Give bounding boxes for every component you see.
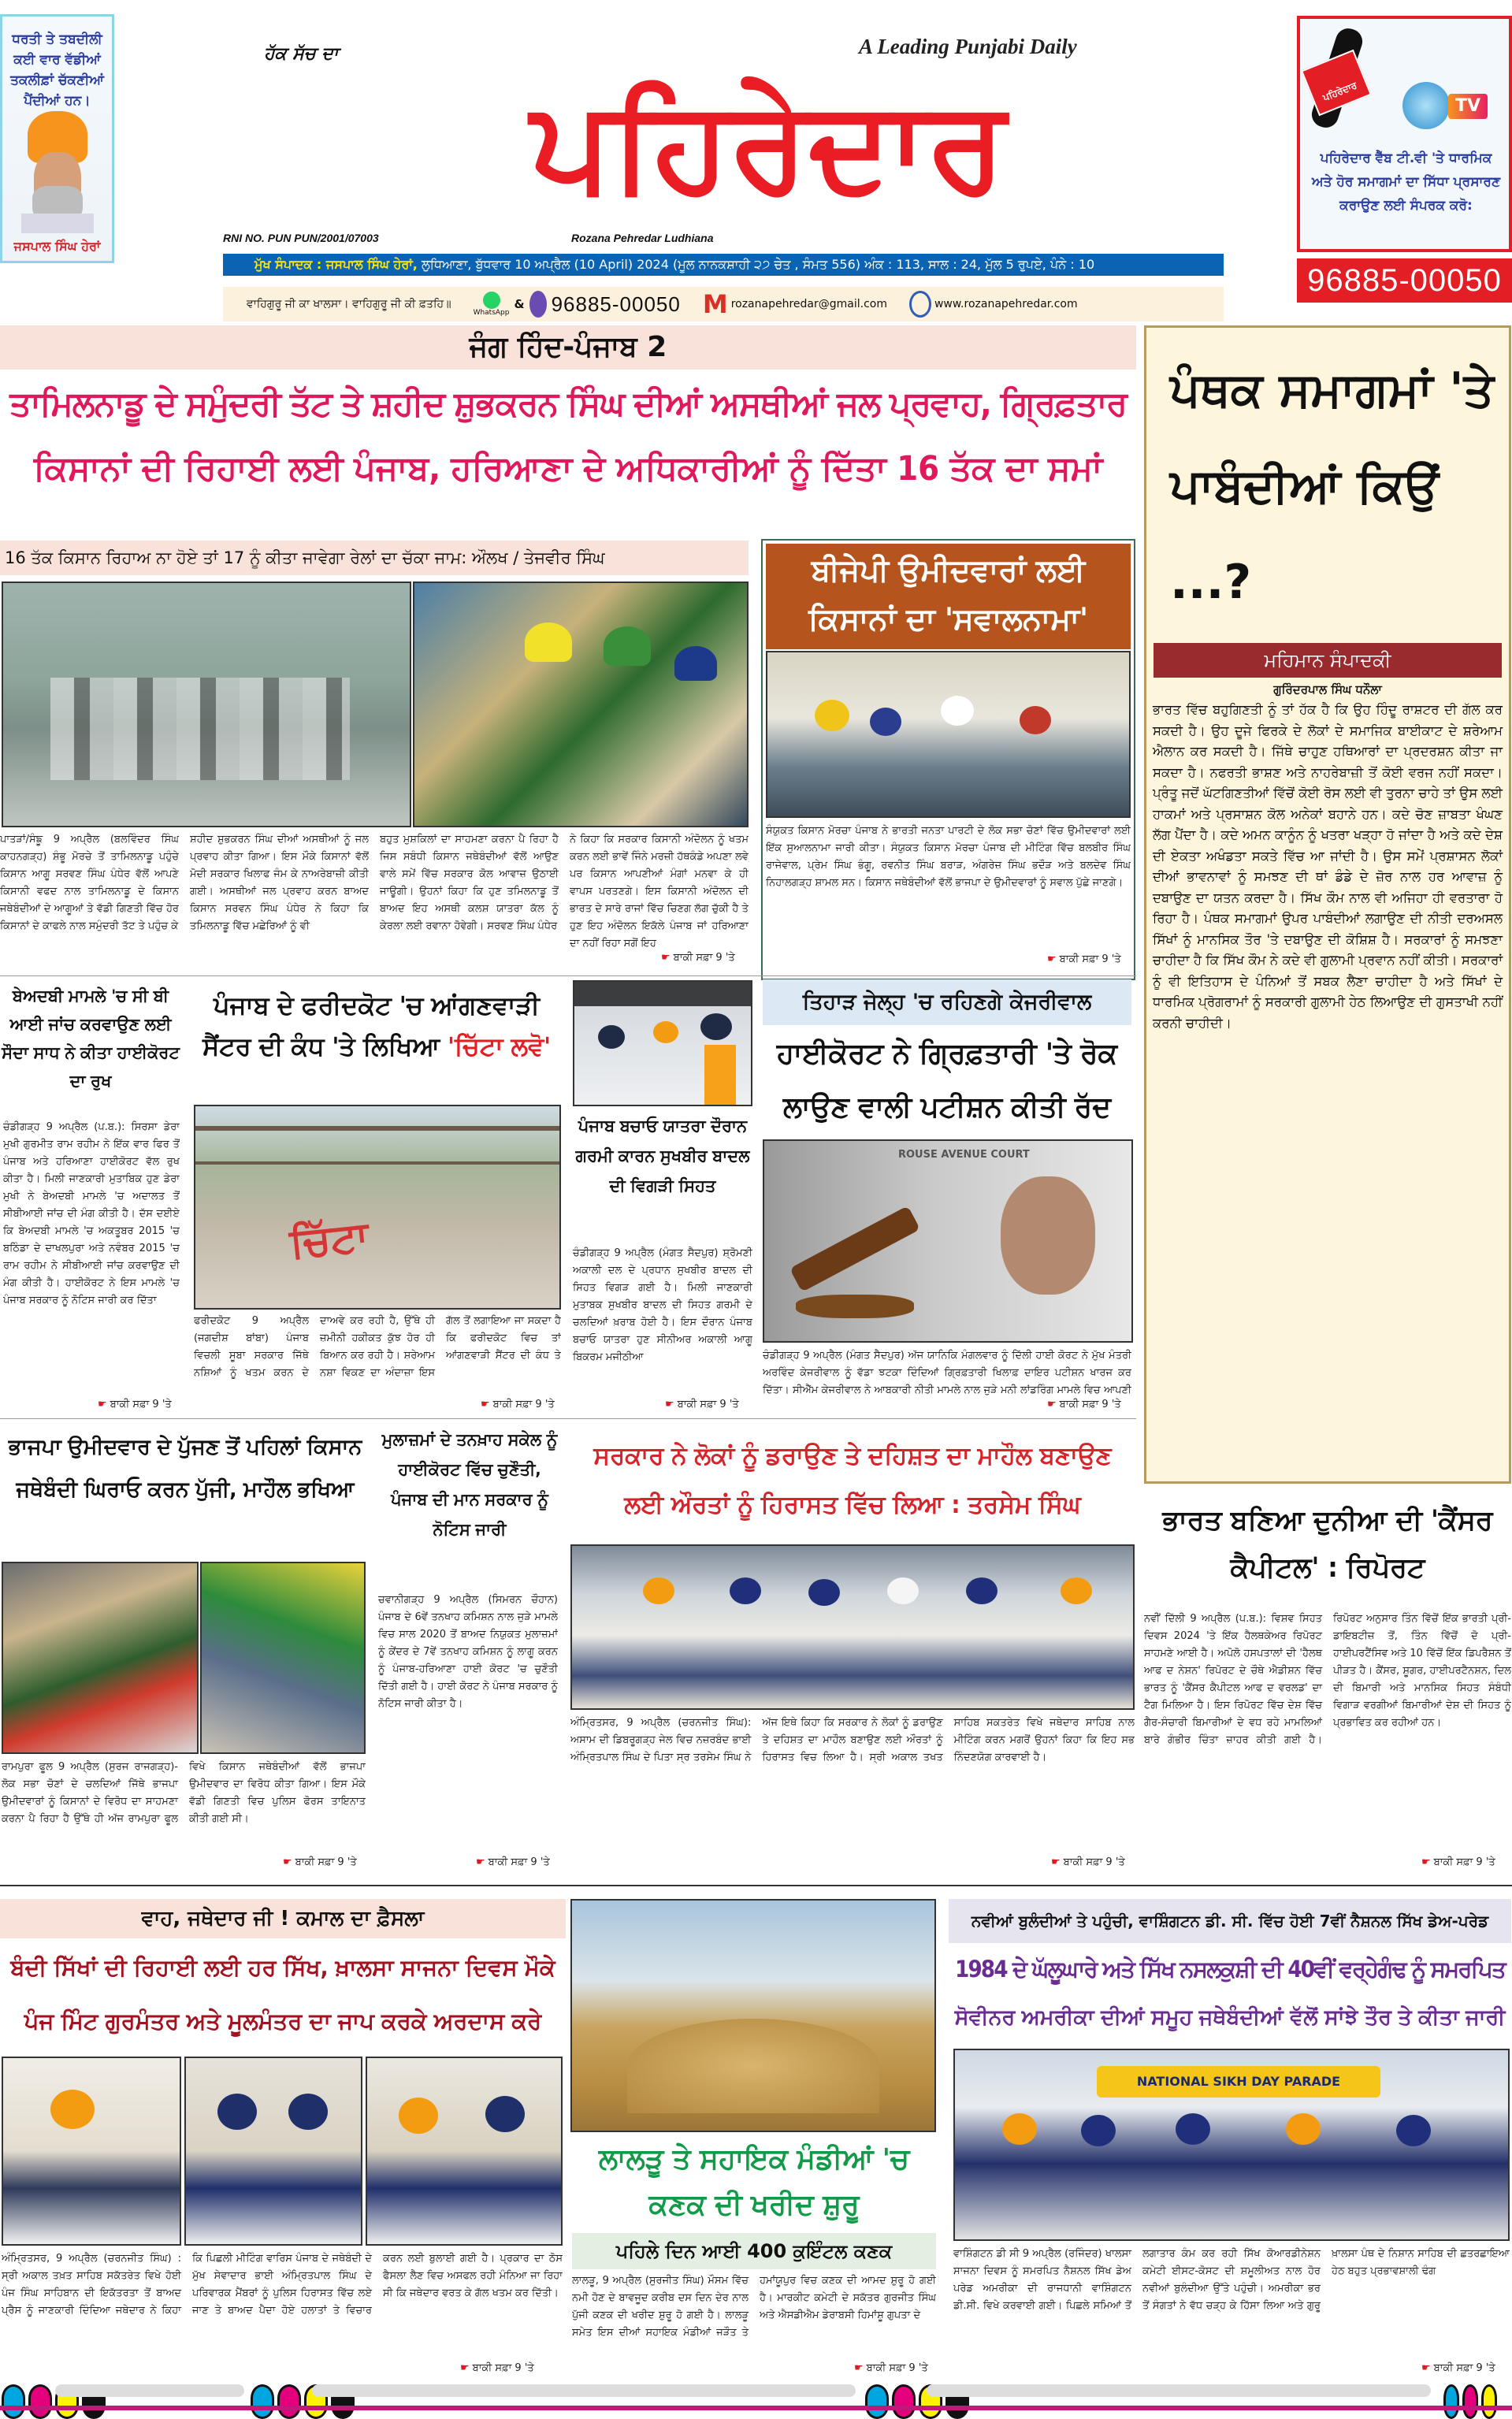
bjp-press-photo	[766, 651, 1131, 818]
pointing-hand-icon: ☛	[1047, 953, 1057, 965]
pointing-hand-icon: ☛	[283, 1856, 292, 1868]
jathedar-photo-1	[2, 2057, 181, 2246]
parade-headline-1: 1984 ਦੇ ਘੱਲੂਘਾਰੇ ਅਤੇ ਸਿੱਖ ਨਸਲਕੁਸ਼ੀ ਦੀ 40ਵੀਂ ਵਰ੍ਹੇਗੰਢ ਨੂੰ ਸਮਰਪਿਤ	[955, 1956, 1505, 1982]
info-phone[interactable]: 96885-00050	[551, 292, 681, 316]
pointing-hand-icon: ☛	[481, 1399, 490, 1410]
bjp-candidate-photo-2	[200, 1562, 366, 1754]
footer-rule	[0, 2406, 1512, 2410]
reg-magenta	[277, 2384, 301, 2419]
greeting: ਵਾਹਿਗੁਰੂ ਜੀ ਕਾ ਖਾਲਸਾ। ਵਾਹਿਗੁਰੂ ਜੀ ਕੀ ਫ਼ਤਹਿ॥	[247, 298, 451, 310]
wheat-body: ਲਾਲੜੂ, 9 ਅਪ੍ਰੈਲ (ਸੁਰਜੀਤ ਸਿੰਘ) ਮੌਸਮ ਵਿੱਚ ਨਮੀ ਹੋਣ ਦੇ ਬਾਵਜੂਦ ਕਰੀਬ ਦਸ ਦਿਨ ਦੇਰ ਨਾਲ ਪੁੱਜੀ ਕਣਕ ਦੀ ਖਰੀਦ ਸ਼ੁਰੂ ਹੋ ਗਈ ਹੈ। ਲਾਲੜੂ ਸਮੇਤ ਇਸ ਦੀਆਂ ਸਹਾਇਕ ਮੰਡੀਆਂ ਜੜੌਤ ਤੇ ਹਮਾਂਯੂਪੁਰ ਵਿਚ ਕਣਕ ਦੀ ਆਮਦ ਸ਼ੁਰੂ ਹੋ ਗਈ ਹੈ। ਮਾਰਕੀਟ ਕਮੇਟੀ ਦੇ ਸਕੱਤਰ ਗੁਰਜੀਤ ਸਿੰਘ ਅਤੇ ਐਸਡੀਐਮ ਡੇਰਾਬਸੀ ਹਿਮਾਂਸ਼ੂ ਗੁਪਤਾ ਦੇ	[572, 2275, 936, 2339]
whatsapp-label: WhatsApp	[473, 309, 510, 317]
pointing-hand-icon: ☛	[476, 1856, 485, 1868]
tarsem-photo	[570, 1544, 1135, 1710]
left-ad	[0, 14, 114, 263]
faridkot-headline-line-2	[189, 1026, 564, 1067]
gpay-icon	[529, 291, 547, 318]
reg-yellow	[1481, 2384, 1497, 2419]
reg-cyan	[1443, 2384, 1459, 2419]
editorial-author: ਗੁਰਿੰਦਰਪਾਲ ਸਿੰਘ ਧਨੌਲਾ	[1273, 682, 1382, 697]
footer-bar-2	[312, 2384, 856, 2397]
beadbi-continued[interactable]: ☛ ਬਾਕੀ ਸਫ਼ਾ 9 'ਤੇ	[95, 1399, 172, 1410]
faridkot-headline-1: ਪੰਜਾਬ ਦੇ ਫਰੀਦਕੋਟ 'ਚ ਆਂਗਣਵਾੜੀ	[214, 990, 540, 1020]
sukhbir-headline: ਪੰਜਾਬ ਬਚਾਓ ਯਾਤਰਾ ਦੌਰਾਨ ਗਰਮੀ ਕਾਰਨ ਸੁਖਬੀਰ ਬਾਦਲ ਦੀ ਵਿਗੜੀ ਸਿਹਤ	[575, 1117, 750, 1195]
jathedar-photo-2	[184, 2057, 362, 2246]
lead-headline-2: ਕਿਸਾਨਾਂ ਦੀ ਰਿਹਾਈ ਲਈ ਪੰਜਾਬ, ਹਰਿਆਣਾ ਦੇ ਅਧਿਕਾਰੀਆਂ ਨੂੰ ਦਿੱਤਾ 16 ਤੱਕ ਦਾ ਸਮਾਂ	[33, 449, 1103, 489]
faridkot-headline-2: ਸੈਂਟਰ ਦੀ ਕੰਧ 'ਤੇ ਲਿਖਿਆ	[202, 1031, 440, 1061]
pointing-hand-icon: ☛	[665, 1399, 674, 1410]
bjp-candidate-continued[interactable]: ☛ ਬਾਕੀ ਸਫ਼ਾ 9 'ਤੇ	[280, 1856, 357, 1868]
salary-headline: ਮੁਲਾਜ਼ਮਾਂ ਦੇ ਤਨਖ਼ਾਹ ਸਕੇਲ ਨੂੰ ਹਾਈਕੋਰਟ ਵਿੱਚ ਚੁਣੌਤੀ, ਪੰਜਾਬ ਦੀ ਮਾਨ ਸਰਕਾਰ ਨੂੰ ਨੋਟਿਸ ਜਾਰੀ	[381, 1430, 558, 1539]
pointing-hand-icon: ☛	[854, 2362, 864, 2374]
wheat-headline: ਲਾਲੜੂ ਤੇ ਸਹਾਇਕ ਮੰਡੀਆਂ 'ਚ ਕਣਕ ਦੀ ਖਰੀਦ ਸ਼ੁਰੂ	[598, 2143, 910, 2221]
email-address[interactable]: rozanapehredar@gmail.com	[730, 298, 887, 310]
salary-body: ਚਵਾਨੀਗੜ੍ਹ 9 ਅਪ੍ਰੈਲ (ਸਿਮਰਨ ਚੌਹਾਨ) ਪੰਜਾਬ ਦੇ 6ਵੇਂ ਤਨਖਾਹ ਕਮਿਸ਼ਨ ਨਾਲ ਜੁੜੇ ਮਾਮਲੇ ਵਿਚ ਸਾਲ 2020 ਤੋਂ ਬਾਅਦ ਨਿਯੁਕਤ ਮੁਲਾਜ਼ਮਾਂ ਨੂੰ ਕੇਂਦਰ ਦੇ 7ਵੇਂ ਤਨਖਾਹ ਕਮਿਸ਼ਨ ਨੂੰ ਲਾਗੂ ਕਰਨ ਨੂੰ ਪੰਜਾਬ-ਹਰਿਆਣਾ ਹਾਈ ਕੋਰਟ 'ਚ ਚੁਣੌਤੀ ਦਿੱਤੀ ਗਈ ਹੈ। ਹਾਈ ਕੋਰਟ ਨੇ ਪੰਜਾਬ ਸਰਕਾਰ ਨੂੰ ਨੋਟਿਸ ਜਾਰੀ ਕੀਤਾ ਹੈ।	[378, 1594, 558, 1710]
rule-row2	[0, 975, 1136, 976]
jathedar-headline-2: ਪੰਜ ਮਿੰਟ ਗੁਰਮੰਤਰ ਅਤੇ ਮੂਲਮੰਤਰ ਦਾ ਜਾਪ ਕਰਕੇ ਅਰਦਾਸ ਕਰੇ	[24, 2008, 542, 2034]
right-ad-text: ਪਹਿਰੇਦਾਰ ਵੈੱਬ ਟੀ.ਵੀ 'ਤੇ ਧਾਰਮਿਕ ਅਤੇ ਹੋਰ ਸਮਾਗਮਾਂ ਦਾ ਸਿੱਧਾ ਪ੍ਰਸਾਰਣ ਕਰਾਉਣ ਲਈ ਸੰਪਰਕ ਕਰੋ:	[1311, 150, 1501, 214]
section-banner-kicker: ਜੰਗ ਹਿੰਦ-ਪੰਜਾਬ 2	[469, 331, 667, 363]
beadbi-body: ਚੰਡੀਗੜ੍ਹ 9 ਅਪ੍ਰੈਲ (ਪ.ਬ.): ਸਿਰਸਾ ਡੇਰਾ ਮੁਖੀ ਗੁਰਮੀਤ ਰਾਮ ਰਹੀਮ ਨੇ ਇੱਕ ਵਾਰ ਫਿਰ ਤੋਂ ਪੰਜਾਬ ਅਤੇ ਹਰਿਆਣਾ ਹਾਈਕੋਰਟ ਵੱਲ ਰੁਖ ਕੀਤਾ ਹੈ। ਮਿਲੀ ਜਾਣਕਾਰੀ ਮੁਤਾਬਿਕ ਹੁਣ ਡੇਰਾ ਮੁਖੀ ਨੇ ਬੇਅਦਬੀ ਮਾਮਲੇ 'ਚ ਅਦਾਲਤ ਤੋਂ ਸੀਬੀਆਈ ਜਾਂਚ ਦੀ ਮੰਗ ਕੀਤੀ ਹੈ। ਦੱਸ ਦਈਏ ਕਿ ਬੇਅਦਬੀ ਮਾਮਲੇ 'ਚ ਅਕਤੂਬਰ 2015 'ਚ ਬਠਿੰਡਾ ਦੇ ਦਾਖਲਪੁਰਾ ਅਤੇ ਨਵੰਬਰ 2015 'ਚ ਰਾਮ ਰਹੀਮ ਨੇ ਸੀਬੀਆਈ ਜਾਂਚ ਕਰਵਾਉਣ ਦੀ ਮੰਗ ਕੀਤੀ ਹੈ। ਹਾਈਕੋਰਟ ਨੇ ਇਸ ਮਾਮਲੇ 'ਚ ਪੰਜਾਬ ਸਰਕਾਰ ਨੂੰ ਨੋਟਿਸ ਜਾਰੀ ਕਰ ਦਿੱਤਾ	[3, 1121, 180, 1306]
reg-magenta	[28, 2384, 52, 2419]
bjp-candidate-body: ਰਾਮਪੁਰਾ ਫੂਲ 9 ਅਪ੍ਰੈਲ (ਸੁਰਜ ਰਾਜਗੜ੍ਹ)- ਲੋਕ ਸਭਾ ਚੋਣਾਂ ਦੇ ਚਲਦਿਆਂ ਜਿੱਥੇ ਭਾਜਪਾ ਉਮੀਦਵਾਰਾਂ ਨੂੰ ਕਿਸਾਨਾਂ ਦੇ ਵਿਰੋਧ ਦਾ ਸਾਹਮਣਾ ਕਰਨਾ ਪੈ ਰਿਹਾ ਹੈ ਉੱਥੇ ਹੀ ਅੱਜ ਰਾਮਪੁਰਾ ਫੂਲ ਵਿਖੇ ਕਿਸਾਨ ਜਥੇਬੰਦੀਆਂ ਵੱਲੋਂ ਭਾਜਪਾ ਉਮੀਦਵਾਰ ਦਾ ਵਿਰੋਧ ਕੀਤਾ ਗਿਆ। ਇਸ ਮੌਕੇ ਵੱਡੀ ਗਿਣਤੀ ਵਿਚ ਪੁਲਿਸ ਫੋਰਸ ਤਾਇਨਾਤ ਕੀਤੀ ਗਈ ਸੀ।	[2, 1761, 366, 1825]
kejriwal-body: ਚੰਡੀਗੜ੍ਹ 9 ਅਪ੍ਰੈਲ (ਮੰਗਤ ਸੈਦਪੁਰ) ਅੱਜ ਯਾਨਿਕਿ ਮੰਗਲਵਾਰ ਨੂੰ ਦਿੱਲੀ ਹਾਈ ਕੋਰਟ ਨੇ ਮੁੱਖ ਮੰਤਰੀ ਅਰਵਿੰਦ ਕੇਜਰੀਵਾਲ ਨੂੰ ਵੱਡਾ ਝਟਕਾ ਦਿੰਦਿਆਂ ਗ੍ਰਿਫ਼ਤਾਰੀ ਖਿਲਾਫ਼ ਦਾਇਰ ਪਟੀਸ਼ਨ ਖਾਰਜ ਕਰ ਦਿੱਤਾ। ਸੀਐੱਮ ਕੇਜਰੀਵਾਲ ਨੇ ਆਬਕਾਰੀ ਨੀਤੀ ਮਾਮਲੇ ਨਾਲ ਜੁੜੇ ਮਨੀ ਲਾਂਡਰਿੰਗ ਮਾਮਲੇ ਵਿਚ ਆਪਣੀ	[763, 1350, 1131, 1396]
bjp-body: ਸੰਯੁਕਤ ਕਿਸਾਨ ਮੋਰਚਾ ਪੰਜਾਬ ਨੇ ਭਾਰਤੀ ਜਨਤਾ ਪਾਰਟੀ ਦੇ ਲੋਕ ਸਭਾ ਚੋਣਾਂ ਵਿੱਚ ਉਮੀਦਵਾਰਾਂ ਲਈ ਇੱਕ ਸੁਆਲਨਾਮਾ ਜਾਰੀ ਕੀਤਾ। ਸੰਯੁਕਤ ਕਿਸਾਨ ਮੋਰਚਾ ਪੰਜਾਬ ਦੀ ਮੀਟਿੰਗ ਵਿੱਚ ਬਲਬੀਰ ਸਿੰਘ ਰਾਜੇਵਾਲ, ਪ੍ਰੇਮ ਸਿੰਘ ਭੰਗੂ, ਰਵਨੀਤ ਸਿੰਘ ਬਰਾੜ, ਅੰਗਰੇਜ਼ ਸਿੰਘ ਭਦੌੜ ਅਤੇ ਬਲਦੇਵ ਸਿੰਘ ਨਿਹਾਲਗੜ੍ਹ ਸ਼ਾਮਲ ਸਨ। ਕਿਸਾਨ ਜਥੇਬੰਦੀਆਂ ਵੱਲੋਂ ਭਾਜਪਾ ਦੇ ਉਮੀਦਵਾਰਾਂ ਨੂੰ ਸਵਾਲ ਪੁੱਛੇ ਜਾਣਗੇ।	[766, 825, 1131, 889]
sukhbir-continued[interactable]: ☛ ਬਾਕੀ ਸਫ਼ਾ 9 'ਤੇ	[662, 1399, 739, 1410]
reg-magenta	[1462, 2384, 1478, 2419]
parade-banner: NATIONAL SIKH DAY PARADE	[1097, 2066, 1380, 2098]
faridkot-body: ਫਰੀਦਕੋਟ 9 ਅਪ੍ਰੈਲ (ਜਗਦੀਸ਼ ਬਾਂਬਾ) ਪੰਜਾਬ ਵਿਚਲੀ ਸੂਬਾ ਸਰਕਾਰ ਜਿੱਥੇ ਨਸ਼ਿਆਂ ਨੂੰ ਖਤਮ ਕਰਨ ਦੇ ਦਾਅਵੇ ਕਰ ਰਹੀ ਹੈ, ਉੱਥੇ ਹੀ ਜ਼ਮੀਨੀ ਹਕੀਕਤ ਕੁੱਝ ਹੋਰ ਹੀ ਬਿਆਨ ਕਰ ਰਹੀ ਹੈ। ਸ਼ਰੇਆਮ ਨਸ਼ਾ ਵਿਕਣ ਦਾ ਅੰਦਾਜ਼ਾ ਇਸ ਗੱਲ ਤੋਂ ਲਗਾਇਆ ਜਾ ਸਕਦਾ ਹੈ ਕਿ ਫਰੀਦਕੋਟ ਵਿਚ ਤਾਂ ਆਂਗਣਵਾੜੀ ਸੈਂਟਰ ਦੀ ਕੰਧ ਤੇ	[194, 1315, 561, 1379]
pointing-hand-icon: ☛	[661, 952, 671, 964]
masthead-tagline-left: ਹੱਕ ਸੱਚ ਦਾ	[264, 44, 339, 64]
parade-body: ਵਾਸ਼ਿੰਗਟਨ ਡੀ ਸੀ 9 ਅਪ੍ਰੈਲ (ਰਜਿੰਦਰ) ਖਾਲਸਾ ਸਾਜਨਾ ਦਿਵਸ ਨੂੰ ਸਮਰਪਿਤ ਨੈਸ਼ਨਲ ਸਿੱਖ ਡੇਅ ਪਰੇਡ ਅਮਰੀਕਾ ਦੀ ਰਾਜਧਾਨੀ ਵਾਸ਼ਿੰਗਟਨ ਡੀ.ਸੀ. ਵਿਖੇ ਕਰਵਾਈ ਗਈ। ਪਿਛਲੇ ਸਮਿਆਂ ਤੋਂ ਲਗਾਤਾਰ ਕੰਮ ਕਰ ਰਹੀ ਸਿੱਖ ਕੋਆਰਡੀਨੇਸ਼ਨ ਕਮੇਟੀ ਈਸਟ-ਕੋਸਟ ਦੀ ਸ਼ਮੂਲੀਅਤ ਨਾਲ ਹੋਰ ਨਵੀਆਂ ਬੁਲੰਦੀਆ ਉੱਤੇ ਪਹੁੰਚੀ। ਅਮਰੀਕਾ ਭਰ ਤੋਂ ਸੰਗਤਾਂ ਨੇ ਵੱਧ ਚੜ੍ਹ ਕੇ ਹਿੱਸਾ ਲਿਆ ਅਤੇ ਗੁਰੂ ਖ਼ਾਲਸਾ ਪੰਥ ਦੇ ਨਿਸ਼ਾਨ ਸਾਹਿਬ ਦੀ ਛਤਰਛਾਇਆ ਹੇਠ ਬਹੁਤ ਪ੍ਰਭਾਵਸ਼ਾਲੀ ਢੰਗ	[953, 2248, 1510, 2312]
faridkot-continued[interactable]: ☛ ਬਾਕੀ ਸਫ਼ਾ 9 'ਤੇ	[477, 1399, 555, 1410]
footer-bar-3	[927, 2384, 1431, 2397]
edition-name: Rozana Pehredar Ludhiana	[571, 232, 714, 244]
masthead-title: ਪਹਿਰੇਦਾਰ	[530, 72, 1006, 219]
kejriwal-continued[interactable]: ☛ ਬਾਕੀ ਸਫ਼ਾ 9 'ਤੇ	[1044, 1399, 1121, 1410]
editorial-body: ਭਾਰਤ ਵਿੱਚ ਬਹੁਗਿਣਤੀ ਨੂੰ ਤਾਂ ਹੱਕ ਹੈ ਕਿ ਉਹ ਹਿੰਦੂ ਰਾਸ਼ਟਰ ਦੀ ਗੱਲ ਕਰ ਸਕਦੀ ਹੈ। ਉਹ ਦੂਜੇ ਫਿਰਕੇ ਦੇ ਲੋਕਾਂ ਦੇ ਸਮਾਜਿਕ ਬਾਈਕਾਟ ਦੇ ਸ਼ਰੇਆਮ ਐਲਾਨ ਕਰ ਸਕਦੀ ਹੈ। ਜਿੱਥੇ ਚਾਹੁਣ ਹਥਿਆਰਾਂ ਦਾ ਪ੍ਰਦਰਸ਼ਨ ਕੀਤਾ ਜਾ ਸਕਦਾ ਹੈ। ਨਫਰਤੀ ਭਾਸ਼ਣ ਅਤੇ ਨਾਹਰੇਬਾਜ਼ੀ ਤੋਂ ਕੋਈ ਵਰਜ ਨਹੀਂ ਸਕਦਾ। ਪ੍ਰੰਤੂ ਜਦੋਂ ਘੱਟਗਿਣਤੀਆਂ ਵਿੱਚੋਂ ਕੋਈ ਰੋਸ ਲਈ ਵੀ ਤੁਰਨਾ ਚਾਹੇ ਤਾਂ ਉਸ ਲਈ ਹਾਕਮਾਂ ਅਤੇ ਪ੍ਰਸਾਸ਼ਨ ਕੋਲ ਅਨੇਕਾਂ ਬਹਾਨੇ ਹਨ। ਕਦੇ ਚੋਣ ਜ਼ਾਬਤਾ ਖੰਘਣ ਲੱਗ ਪੈਂਦਾ ਹੈ। ਕਦੇ ਅਮਨ ਕਾਨੂੰਨ ਨੂੰ ਖਤਰਾ ਖੜ੍ਹਾ ਹੋ ਜਾਂਦਾ ਹੈ ਅਤੇ ਕਦੇ ਦੇਸ਼ ਦੀ ਏਕਤਾ ਅਖੰਡਤਾ ਸਕਤੇ ਵਿੱਚ ਆ ਜਾਂਦੀ ਹੈ। ਉਸ ਸਮੇਂ ਪ੍ਰਸ਼ਾਸਨ ਲੋਕਾਂ ਦੀਆਂ ਭਾਵਨਾਵਾਂ ਨੂੰ ਸਮਝਣ ਦੀ ਥਾਂ ਡੰਡੇ ਦੇ ਜ਼ੋਰ ਨਾਲ ਹਰ ਆਵਾਜ਼ ਨੂੰ ਦਬਾਉਣ ਦਾ ਯਤਨ ਕਰਦਾ ਹੈ। ਸਿੱਖ ਕੌਮ ਨਾਲ ਵੀ ਅਜਿਹਾ ਹੀ ਵਰਤਾਰਾ ਹੋ ਰਿਹਾ ਹੈ। ਪੰਥਕ ਸਮਾਗਮਾਂ ਉਪਰ ਪਾਬੰਦੀਆਂ ਲਗਾਉਣ ਦੀ ਨੀਤੀ ਦਰਅਸਲ ਸਿੱਖਾਂ ਨੂੰ ਮਾਨਸਿਕ ਤੌਰ 'ਤੇ ਦਬਾਉਣ ਦੀ ਕੋਸ਼ਿਸ਼ ਹੈ। ਸਰਕਾਰਾਂ ਨੂੰ ਸਮਝਣਾ ਚਾਹੀਦਾ ਹੈ ਕਿ ਸਿੱਖ ਕੌਮ ਨੇ ਕਦੇ ਵੀ ਗੁਲਾਮੀ ਪ੍ਰਵਾਨ ਨਹੀਂ ਕੀਤੀ। ਸਰਕਾਰਾਂ ਨੂੰ ਵੀ ਇਤਿਹਾਸ ਦੇ ਪੰਨਿਆਂ ਤੋਂ ਸਬਕ ਲੈਣਾ ਚਾਹੀਦਾ ਹੈ ਅਤੇ ਸਿੱਖਾਂ ਦੇ ਧਾਰਮਿਕ ਪ੍ਰੋਗਰਾਮਾਂ ਨੂੰ ਸਰਕਾਰੀ ਗੁਲਾਮੀ ਹੇਠ ਲਿਆਉਣ ਦੀ ਗੁਸਤਾਖੀ ਨਹੀਂ ਕਰਨੀ ਚਾਹੀਦੀ।	[1153, 702, 1503, 1031]
sukhbir-photo	[573, 980, 752, 1106]
dateline-editor: ਮੁੱਖ ਸੰਪਾਦਕ : ਜਸਪਾਲ ਸਿੰਘ ਹੇਰਾਂ,	[254, 257, 418, 272]
left-ad-quote: ਧਰਤੀ ਤੇ ਤਬਦੀਲੀ ਕਈ ਵਾਰ ਵੱਡੀਆਂ ਤਕਲੀਫ਼ਾਂ ਚੱਕਣੀਆਂ ਪੈਂਦੀਆਂ ਹਨ।	[10, 32, 104, 109]
lead-photo-garland	[413, 582, 749, 827]
tarsem-continued[interactable]: ☛ ਬਾਕੀ ਸਫ਼ਾ 9 'ਤੇ	[1048, 1856, 1125, 1868]
dateline-bar	[223, 254, 1224, 276]
pointing-hand-icon: ☛	[1421, 1856, 1431, 1868]
reg-cyan	[251, 2384, 274, 2419]
gmail-icon: M	[702, 289, 728, 319]
wall-graffiti: ਚਿੱਟਾ	[288, 1212, 371, 1269]
lead-col-1: ਪਾਤੜਾਂ/ਸੰਙੂ 9 ਅਪ੍ਰੈਲ (ਬਲਵਿੰਦਰ ਸਿੰਘ ਕਾਹਨਗੜ੍ਹ) ਸ਼ੰਭੂ ਮੋਰਚੇ ਤੋਂ ਤਾਮਿਲਨਾਡੂ ਪਹੁੰਚੇ ਕਿਸਾਨ ਆਗੂ ਸਰਵਣ ਸਿੰਘ ਪੰਧੇਰ ਵੱਲੋਂ ਆਪਣੇ ਕਿਸਾਨੀ ਵਫਦ ਨਾਲ ਤਾਮਿਲਨਾਡੂ ਦੇ ਕਿਸਾਨ ਜਥੇਬੰਦੀਆਂ ਦੇ ਆਗੂਆਂ ਤੇ ਵੱਡੀ ਗਿਣਤੀ ਵਿੱਚ ਹੋਰ ਕਿਸਾਨਾਂ ਦੇ ਕਾਫਲੇ ਨਾਲ ਸਮੁੰਦਰੀ ਤੱਟ ਤੇ ਪਹੁੰਚ ਕੇ	[0, 834, 179, 932]
cancer-headline: ਭਾਰਤ ਬਣਿਆ ਦੁਨੀਆ ਦੀ 'ਕੈਂਸਰ ਕੈਪੀਟਲ' : ਰਿਪੋਰਟ	[1162, 1505, 1493, 1584]
info-bar	[223, 287, 1224, 321]
lead-body	[0, 831, 749, 949]
bjp-candidate-photo	[2, 1562, 199, 1754]
faridkot-headline	[189, 985, 564, 1067]
parade-photo	[953, 2049, 1510, 2241]
parade-kicker: ਨਵੀਆਂ ਬੁਲੰਦੀਆਂ ਤੇ ਪਹੁੰਚੀ, ਵਾਸ਼ਿੰਗਟਨ ਡੀ. ਸੀ. ਵਿੱਚ ਹੋਈ 7ਵੀਂ ਨੈਸ਼ਨਲ ਸਿੱਖ ਡੇਅ-ਪਰੇਡ	[949, 1899, 1511, 1943]
section-banner	[0, 325, 1136, 370]
lead-col-2: ਸ਼ਹੀਦ ਸ਼ੁਭਕਰਨ ਸਿੰਘ ਦੀਆਂ ਅਸਥੀਆਂ ਨੂੰ ਜਲ ਪ੍ਰਵਾਹ ਕੀਤਾ ਗਿਆ। ਇਸ ਮੌਕੇ ਕਿਸਾਨਾਂ ਵੱਲੋਂ ਮੋਦੀ ਸਰਕਾਰ ਖਿਲਾਫ ਜੰਮ ਕੇ ਨਾਅਰੇਬਾਜ਼ੀ ਕੀਤੀ ਗਈ। ਅਸਥੀਆਂ ਜਲ ਪ੍ਰਵਾਹ ਕਰਨ ਬਾਅਦ ਕਿਸਾਨ ਸਰਵਨ ਸਿੰਘ ਪੰਧੇਰ ਨੇ ਕਿਹਾ ਕਿ ਤਮਿਲਨਾਡੂ ਵਿੱਚ ਮਛੇਰਿਆਂ ਨੂੰ ਵੀ	[190, 834, 369, 932]
bjp-headline: ਬੀਜੇਪੀ ਉਮੀਦਵਾਰਾਂ ਲਈ ਕਿਸਾਨਾਂ ਦਾ 'ਸਵਾਲਨਾਮਾ'	[766, 544, 1131, 649]
lead-continued[interactable]: ☛ ਬਾਕੀ ਸਫ਼ਾ 9 'ਤੇ	[658, 952, 735, 964]
whatsapp-block: WhatsApp & 96885-00050	[473, 292, 681, 317]
faridkot-headline-red: 'ਚਿੱਟਾ ਲਵੋ'	[448, 1031, 552, 1061]
parade-headline-2: ਸੋਵੀਨਰ ਅਮਰੀਕਾ ਦੀਆਂ ਸਮੂਹ ਜਥੇਬੰਦੀਆਂ ਵੱਲੋਂ ਸਾਂਝੇ ਤੌਰ ਤੇ ਕੀਤਾ ਜਾਰੀ	[954, 2005, 1506, 2030]
kejriwal-headline: ਹਾਈਕੋਰਟ ਨੇ ਗ੍ਰਿਫ਼ਤਾਰੀ 'ਤੇ ਰੋਕ ਲਾਉਣ ਵਾਲੀ ਪਟੀਸ਼ਨ ਕੀਤੀ ਰੱਦ	[776, 1038, 1118, 1124]
email-block	[702, 289, 887, 319]
reg-magenta	[892, 2384, 916, 2419]
website-url[interactable]: www.rozanapehredar.com	[934, 298, 1078, 310]
jathedar-photo-3	[366, 2057, 563, 2246]
lead-subhead: 16 ਤੱਕ ਕਿਸਾਨ ਰਿਹਾਅ ਨਾ ਹੋਏ ਤਾਂ 17 ਨੂੰ ਕੀਤਾ ਜਾਵੇਗਾ ਰੇਲਾਂ ਦਾ ਚੱਕਾ ਜਾਮ: ਔਲਖ / ਤੇਜਵੀਰ ਸਿੰਘ	[0, 541, 749, 575]
pointing-hand-icon: ☛	[98, 1399, 107, 1410]
editorial-headline: ਪੰਥਕ ਸਮਾਗਮਾਂ 'ਤੇ ਪਾਬੰਦੀਆਂ ਕਿਉਂ ...?	[1170, 362, 1495, 610]
lead-col-4: ਨੇ ਕਿਹਾ ਕਿ ਸਰਕਾਰ ਕਿਸਾਨੀ ਅੰਦੋਲਨ ਨੂੰ ਖਤਮ ਕਰਨ ਲਈ ਭਾਵੇਂ ਜਿੰਨੇ ਮਰਜ਼ੀ ਹੱਥਕੰਡੇ ਅਪਣਾ ਲਵੇ ਪਰ ਕਿਸਾਨ ਆਪਣੀਆਂ ਮੰਗਾਂ ਮਨਵਾ ਕੇ ਹੀ ਵਾਪਸ ਪਰਤਣਗੇ। ਇਸ ਕਿਸਾਨੀ ਅੰਦੋਲਨ ਦੀ ਭਾਰਤ ਦੇ ਸਾਰੇ ਰਾਜਾਂ ਵਿੱਚ ਚਿਣਗ ਲੱਗ ਚੁੱਕੀ ਹੈ ਤੇ ਹੁਣ ਇਹ ਅੰਦੋਲਨ ਇਕੱਲੇ ਪੰਜਾਬ ਜਾਂ ਹਰਿਆਣਾ ਦਾ ਨਹੀਂ ਰਿਹਾ ਸਗੋਂ ਇਹ	[570, 834, 749, 949]
editor-photo	[21, 111, 94, 233]
editorial-label: ਮਹਿਮਾਨ ਸੰਪਾਦਕੀ	[1154, 643, 1502, 678]
footer-bar-1	[55, 2384, 244, 2397]
mic-logo	[1305, 27, 1399, 129]
wheat-continued[interactable]: ☛ ਬਾਕੀ ਸਫ਼ਾ 9 'ਤੇ	[851, 2362, 928, 2374]
whatsapp-icon	[474, 292, 510, 317]
masthead-tagline-right: A Leading Punjabi Daily	[859, 35, 1077, 58]
kejriwal-kicker: ਤਿਹਾੜ ਜੇਲ੍ਹ 'ਚ ਰਹਿਣਗੇ ਕੇਜਰੀਵਾਲ	[763, 979, 1131, 1025]
salary-continued[interactable]: ☛ ਬਾਕੀ ਸਫ਼ਾ 9 'ਤੇ	[473, 1856, 550, 1868]
kejriwal-photo	[763, 1139, 1133, 1343]
left-ad-name: ਜਸਪਾਲ ਸਿੰਘ ਹੇਰਾਂ	[13, 239, 101, 254]
cancer-continued[interactable]: ☛ ਬਾਕੀ ਸਫ਼ਾ 9 'ਤੇ	[1418, 1856, 1495, 1868]
court-sign: ROUSE AVENUE COURT	[898, 1149, 1030, 1161]
mic-flag-logo: ਪਹਿਰੇਦਾਰ	[1301, 50, 1372, 116]
rni-number: RNI NO. PUN PUN/2001/07003	[223, 232, 379, 244]
kejriwal-portrait	[1001, 1176, 1095, 1295]
bjp-continued[interactable]: ☛ ਬਾਕੀ ਸਫ਼ਾ 9 'ਤੇ	[1044, 953, 1121, 965]
tv-badge: TV	[1448, 94, 1488, 119]
wheat-photo	[570, 1899, 936, 2132]
globe-icon	[909, 291, 931, 318]
rule-row3	[0, 1418, 1136, 1419]
right-ad	[1297, 16, 1512, 252]
parade-continued[interactable]: ☛ ਬਾਕੀ ਸਫ਼ਾ 9 'ਤੇ	[1418, 2362, 1495, 2374]
reg-cyan	[865, 2384, 889, 2419]
lead-col-3: ਬਹੁਤ ਮੁਸ਼ਕਿਲਾਂ ਦਾ ਸਾਹਮਣਾ ਕਰਨਾ ਪੈ ਰਿਹਾ ਹੈ ਜਿਸ ਸਬੰਧੀ ਕਿਸਾਨ ਜਥੇਬੰਦੀਆਂ ਵੱਲੋਂ ਆਉਣ ਵਾਲੇ ਸਮੇਂ ਵਿੱਚ ਸਰਕਾਰ ਕੋਲ ਆਵਾਜ਼ ਉਠਾਈ ਜਾਊਗੀ। ਉਹਨਾਂ ਕਿਹਾ ਕਿ ਹੁਣ ਤਮਿਲਨਾਡੂ ਤੋਂ ਬਾਅਦ ਇਹ ਅਸਥੀ ਕਲਸ਼ ਯਾਤਰਾ ਕੱਲ ਨੂੰ ਕੇਰਲਾ ਲਈ ਰਵਾਨਾ ਹੋਵੇਗੀ। ਸਰਵਣ ਸਿੰਘ ਪੰਧੇਰ	[380, 834, 559, 932]
faridkot-wall-photo	[194, 1105, 561, 1310]
dateline-details: ਲੁਧਿਆਣਾ, ਬੁੱਧਵਾਰ 10 ਅਪ੍ਰੈਲ (10 April) 2024 (ਮੂਲ ਨਾਨਕਸ਼ਾਹੀ ੨੭ ਚੇਤ , ਸੰਮਤ 556) ਅੰਕ : 113, ਸਾਲ : 24, ਮੁੱਲ 5 ਰੁਪਏ, ਪੰਨੇ : 10	[421, 257, 1095, 272]
tarsem-headline-1: ਸਰਕਾਰ ਨੇ ਲੋਕਾਂ ਨੂੰ ਡਰਾਉਣ ਤੇ ਦਹਿਸ਼ਤ ਦਾ ਮਾਹੌਲ ਬਣਾਉਣ	[593, 1442, 1112, 1470]
pointing-hand-icon: ☛	[1421, 2362, 1431, 2374]
jathedar-continued[interactable]: ☛ ਬਾਕੀ ਸਫ਼ਾ 9 'ਤੇ	[457, 2362, 534, 2374]
pointing-hand-icon: ☛	[1047, 1399, 1057, 1410]
reg-cyan	[2, 2384, 25, 2419]
bjp-candidate-headline: ਭਾਜਪਾ ਉਮੀਦਵਾਰ ਦੇ ਪੁੱਜਣ ਤੋਂ ਪਹਿਲਾਂ ਕਿਸਾਨ ਜਥੇਬੰਦੀ ਘਿਰਾਓ ਕਰਨ ਪੁੱਜੀ, ਮਾਹੌਲ ਭਖਿਆ	[8, 1435, 362, 1502]
editorial-box	[1144, 325, 1511, 1484]
pointing-hand-icon: ☛	[1051, 1856, 1061, 1868]
tarsem-body: ਅੰਮ੍ਰਿਤਸਰ, 9 ਅਪ੍ਰੈਲ (ਚਰਨਜੀਤ ਸਿੰਘ): ਅਸਾਮ ਦੀ ਡਿਬਰੂਗੜ੍ਹ ਜੇਲ ਵਿਚ ਨਜ਼ਰਬੰਦ ਭਾਈ ਅੰਮ੍ਰਿਤਪਾਲ ਸਿੰਘ ਦੇ ਪਿਤਾ ਸ੍ਰ ਤਰਸੇਮ ਸਿੰਘ ਨੇ ਅੱਜ ਇਥੇ ਕਿਹਾ ਕਿ ਸਰਕਾਰ ਨੇ ਲੋਕਾਂ ਨੂੰ ਡਰਾਉਣ ਤੇ ਦਹਿਸ਼ਤ ਦਾ ਮਾਹੌਲ ਬਣਾਉਣ ਲਈ ਔਰਤਾਂ ਨੂੰ ਹਿਰਾਸਤ ਵਿਚ ਲਿਆ ਹੈ। ਸ੍ਰੀ ਅਕਾਲ ਤਖਤ ਸਾਹਿਬ ਸਕਤਰੇਤ ਵਿਖੇ ਜਥੇਦਾਰ ਸਾਹਿਬ ਨਾਲ ਮੀਟਿੰਗ ਕਰਨ ਮਗਰੋਂ ਉਹਨਾਂ ਕਿਹਾ ਕਿ ਇਹ ਸਭ ਨਿੰਦਣਯੋਗ ਕਾਰਵਾਈ ਹੈ।	[570, 1717, 1135, 1763]
beadbi-headline: ਬੇਅਦਬੀ ਮਾਮਲੇ 'ਚ ਸੀ ਬੀ ਆਈ ਜਾਂਚ ਕਰਵਾਉਣ ਲਈ ਸੌਦਾ ਸਾਧ ਨੇ ਕੀਤਾ ਹਾਈਕੋਰਟ ਦਾ ਰੁਖ	[2, 987, 180, 1091]
tarsem-headline-2: ਲਈ ਔਰਤਾਂ ਨੂੰ ਹਿਰਾਸਤ ਵਿੱਚ ਲਿਆ : ਤਰਸੇਮ ਸਿੰਘ	[624, 1491, 1081, 1519]
lead-headline-1: ਤਾਮਿਲਨਾਡੂ ਦੇ ਸਮੁੰਦਰੀ ਤੱਟ ਤੇ ਸ਼ਹੀਦ ਸ਼ੁਭਕਰਨ ਸਿੰਘ ਦੀਆਂ ਅਸਥੀਆਂ ਜਲ ਪ੍ਰਵਾਹ, ਗ੍ਰਿਫ਼ਤਾਰ	[9, 385, 1127, 424]
sukhbir-body: ਚੰਡੀਗੜ੍ਹ 9 ਅਪ੍ਰੈਲ (ਮੰਗਤ ਸੈਦਪੁਰ) ਸ਼੍ਰੋਮਣੀ ਅਕਾਲੀ ਦਲ ਦੇ ਪ੍ਰਧਾਨ ਸੁਖਬੀਰ ਬਾਦਲ ਦੀ ਸਿਹਤ ਵਿਗੜ ਗਈ ਹੈ। ਮਿਲੀ ਜਾਣਕਾਰੀ ਮੁਤਾਬਕ ਸੁਖਬੀਰ ਬਾਦਲ ਦੀ ਸਿਹਤ ਗਰਮੀ ਦੇ ਚਲਦਿਆਂ ਖ਼ਰਾਬ ਹੋਈ ਹੈ। ਇਸ ਦੌਰਾਨ ਪੰਜਾਬ ਬਚਾਓ ਯਾਤਰਾ ਹੁਣ ਸੀਨੀਅਰ ਅਕਾਲੀ ਆਗੂ ਬਿਕਰਮ ਮਜੀਠੀਆ	[573, 1247, 752, 1363]
globe-logo	[1402, 82, 1450, 129]
registration-marks-right	[1443, 2384, 1500, 2419]
jathedar-headline-1: ਬੰਦੀ ਸਿੱਖਾਂ ਦੀ ਰਿਹਾਈ ਲਈ ਹਰ ਸਿੱਖ, ਖ਼ਾਲਸਾ ਸਾਜਨਾ ਦਿਵਸ ਮੌਕੇ	[10, 1954, 555, 1981]
wheat-subhead: ਪਹਿਲੇ ਦਿਨ ਆਈ 400 ਕੁਇੰਟਲ ਕਣਕ	[572, 2233, 936, 2269]
website-block	[909, 291, 1078, 318]
pointing-hand-icon: ☛	[460, 2362, 470, 2374]
right-ad-phone[interactable]: 96885-00050	[1297, 258, 1512, 303]
lead-photo-river	[2, 582, 411, 827]
rule-row4	[0, 1885, 1512, 1886]
cancer-body: ਨਵੀਂ ਦਿੱਲੀ 9 ਅਪ੍ਰੈਲ (ਪ.ਬ.): ਵਿਸ਼ਵ ਸਿਹਤ ਦਿਵਸ 2024 'ਤੇ ਇੱਕ ਹੈਲਥਕੇਅਰ ਰਿਪੋਰਟ ਸਾਹਮਣੇ ਆਈ ਹੈ। ਅਪੋਲੋ ਹਸਪਤਾਲਾਂ ਦੀ 'ਹੈਲਥ ਆਫ ਦ ਨੇਸ਼ਨ' ਰਿਪੋਰਟ ਦੇ ਚੌਥੇ ਐਡੀਸ਼ਨ ਵਿੱਚ ਭਾਰਤ ਨੂੰ 'ਕੈਂਸਰ ਕੈਪੀਟਲ ਆਫ ਦ ਵਰਲਡ' ਦਾ ਟੈਗ ਮਿਲਿਆ ਹੈ। ਇਸ ਰਿਪੋਰਟ ਵਿੱਚ ਦੇਸ਼ ਵਿੱਚ ਗੈਰ-ਸੰਚਾਰੀ ਬਿਮਾਰੀਆਂ ਦੇ ਵਧ ਰਹੇ ਮਾਮਲਿਆਂ ਬਾਰੇ ਗੰਭੀਰ ਚਿੰਤਾ ਜ਼ਾਹਰ ਕੀਤੀ ਗਈ ਹੈ। ਰਿਪੋਰਟ ਅਨੁਸਾਰ ਤਿੰਨ ਵਿੱਚੋਂ ਇੱਕ ਭਾਰਤੀ ਪ੍ਰੀ-ਡਾਇਬਟੀਜ਼ ਤੋਂ, ਤਿੰਨ ਵਿੱਚੋਂ ਦੋ ਪ੍ਰੀ-ਹਾਈਪਰਟੈਂਸਿਵ ਅਤੇ 10 ਵਿੱਚੋਂ ਇੱਕ ਡਿਪਰੈਸ਼ਨ ਤੋਂ ਪੀੜਤ ਹੈ। ਕੈਂਸਰ, ਸ਼ੂਗਰ, ਹਾਈਪਰਟੈਨਸ਼ਨ, ਦਿਲ ਦੀ ਬਿਮਾਰੀ ਅਤੇ ਮਾਨਸਿਕ ਸਿਹਤ ਸੰਬੰਧੀ ਵਿਗਾੜ ਵਰਗੀਆਂ ਬਿਮਾਰੀਆਂ ਦੇਸ਼ ਦੀ ਸਿਹਤ ਨੂੰ ਪ੍ਰਭਾਵਿਤ ਕਰ ਰਹੀਆਂ ਹਨ।	[1144, 1613, 1511, 1746]
jathedar-body: ਅੰਮ੍ਰਿਤਸਰ, 9 ਅਪ੍ਰੈਲ (ਚਰਨਜੀਤ ਸਿੰਘ) : ਸ੍ਰੀ ਅਕਾਲ ਤਖ਼ਤ ਸਾਹਿਬ ਸਕੱਤਰੇਤ ਵਿਖੇ ਹੋਈ ਪੰਜ ਸਿੰਘ ਸਾਹਿਬਾਨ ਦੀ ਇਕੱਤਰਤਾ ਤੋਂ ਬਾਅਦ ਪ੍ਰੈਸ ਨੂੰ ਜਾਣਕਾਰੀ ਦਿੰਦਿਆ ਜਥੇਦਾਰ ਨੇ ਕਿਹਾ ਕਿ ਪਿਛਲੀ ਮੀਟਿੰਗ ਵਾਰਿਸ ਪੰਜਾਬ ਦੇ ਜਥੇਬੰਦੀ ਦੇ ਮੁੱਖ ਸੇਵਾਦਾਰ ਭਾਈ ਅੰਮ੍ਰਿਤਪਾਲ ਸਿੰਘ ਦੇ ਪਰਿਵਾਰਕ ਮੈਂਬਰਾਂ ਨੂੰ ਪੁਲਿਸ ਹਿਰਾਸਤ ਵਿੱਚ ਲਏ ਜਾਣ ਤੇ ਬਾਅਦ ਪੈਦਾ ਹੋਏ ਹਲਾਤਾਂ ਤੇ ਵਿਚਾਰ ਕਰਨ ਲਈ ਬੁਲਾਈ ਗਈ ਹੈ। ਪ੍ਰਕਾਰ ਦਾ ਠੋਸ ਫੈਸਲਾ ਲੈਣ ਵਿਚ ਅਸਫਲ ਰਹੀ ਮੰਨਿਆ ਜਾ ਰਿਹਾ ਸੀ ਕਿ ਜਥੇਦਾਰ ਵਰਤ ਕੇ ਗੱਲ ਖਤਮ ਕਰ ਦਿੱਤੀ।	[2, 2253, 563, 2317]
jathedar-kicker: ਵਾਹ, ਜਥੇਦਾਰ ਜੀ ! ਕਮਾਲ ਦਾ ਫ਼ੈਸਲਾ	[0, 1899, 566, 1938]
